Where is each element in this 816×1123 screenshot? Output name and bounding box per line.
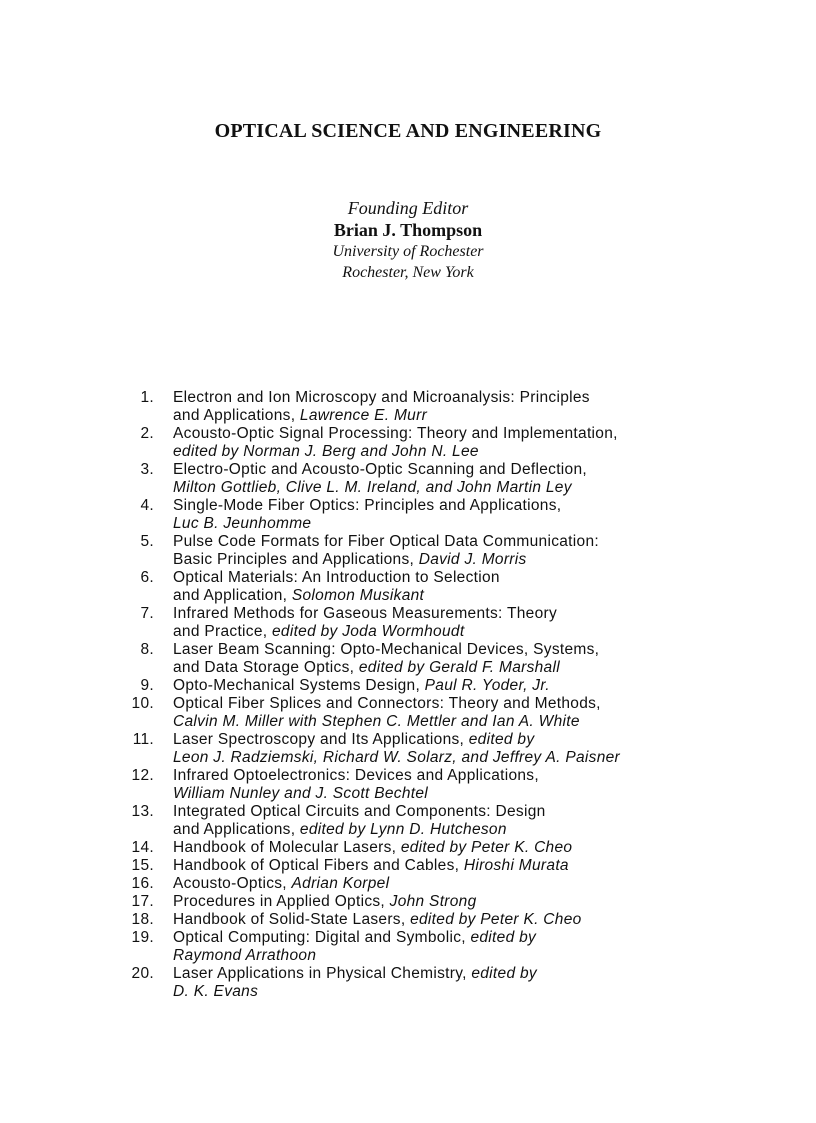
book-line [173, 893, 750, 911]
book-line [173, 533, 750, 551]
book-entry [130, 857, 750, 875]
book-title-text: Opto-Mechanical Systems Design, [173, 677, 425, 694]
book-author-text: edited by Joda Wormhoudt [271, 623, 465, 640]
book-number: 4. [140, 497, 154, 514]
book-entry [130, 533, 750, 569]
book-entry [130, 695, 750, 731]
book-author-text: edited by Norman J. Berg and John N. Lee [173, 443, 479, 460]
book-number: 7. [140, 605, 154, 622]
book-line [173, 929, 750, 947]
book-entry [130, 497, 750, 533]
book-author-text: William Nunley and J. Scott Bechtel [173, 785, 429, 802]
book-entry [130, 893, 750, 911]
book-author-text: edited by Peter K. Cheo [400, 839, 573, 856]
book-title-text: Infrared Optoelectronics: Devices and Applications, [173, 767, 539, 784]
series-title: OPTICAL SCIENCE AND ENGINEERING [214, 120, 602, 142]
book-line [173, 839, 750, 857]
book-number: 3. [140, 461, 154, 478]
editor-location: Rochester, New York [342, 264, 474, 281]
book-entry [130, 767, 750, 803]
book-author-text: Calvin M. Miller with Stephen C. Mettler and Ian A. White [173, 713, 580, 730]
book-line [173, 713, 750, 731]
book-number: 14. [131, 839, 154, 856]
book-number: 1. [140, 389, 154, 406]
book-entry [130, 839, 750, 857]
book-title-text: Handbook of Molecular Lasers, [173, 839, 401, 856]
book-author-text: edited by Peter K. Cheo [410, 911, 582, 928]
book-entry [130, 803, 750, 839]
book-number: 6. [140, 569, 154, 586]
book-line [173, 749, 750, 767]
book-line [173, 821, 750, 839]
book-number: 2. [140, 425, 154, 442]
book-author-text: John Strong [389, 893, 477, 910]
book-entry [130, 389, 750, 425]
book-title-text: Laser Applications in Physical Chemistry, [173, 965, 472, 982]
book-title-text: Optical Computing: Digital and Symbolic, [173, 929, 471, 946]
book-title-text: Optical Fiber Splices and Connectors: Theory and Methods, [173, 695, 601, 712]
book-title-text: Laser Beam Scanning: Opto-Mechanical Devices, Systems, [173, 641, 600, 658]
book-number: 12. [131, 767, 154, 784]
book-title-text: Acousto-Optic Signal Processing: Theory and Implementation, [173, 425, 618, 442]
book-author-text: edited by [468, 731, 535, 748]
book-author-text: Hiroshi Murata [463, 857, 569, 874]
book-number: 8. [140, 641, 154, 658]
book-entry [130, 641, 750, 677]
book-author-text: Solomon Musikant [291, 587, 425, 604]
book-line [173, 911, 750, 929]
book-author-text: Lawrence E. Murr [299, 407, 428, 424]
book-entry [130, 677, 750, 695]
book-entry [130, 731, 750, 767]
book-number: 15. [131, 857, 154, 874]
book-list [130, 389, 750, 1001]
book-entry [130, 569, 750, 605]
book-title-text: Electro-Optic and Acousto-Optic Scanning and Deflection, [173, 461, 587, 478]
book-number: 20. [131, 965, 154, 982]
book-entry [130, 461, 750, 497]
book-title-text: Single-Mode Fiber Optics: Principles and Applications, [173, 497, 562, 514]
book-line [173, 785, 750, 803]
book-line [173, 389, 750, 407]
book-title-text: Pulse Code Formats for Fiber Optical Data Communication: [173, 533, 599, 550]
book-line [173, 731, 750, 749]
book-title-text: Procedures in Applied Optics, [173, 893, 390, 910]
book-author-text: Raymond Arrathoon [173, 947, 317, 964]
book-title-text: Electron and Ion Microscopy and Microanalysis: Principles [173, 389, 590, 406]
book-title-text: Laser Spectroscopy and Its Applications, [173, 731, 469, 748]
book-number: 18. [131, 911, 154, 928]
book-author-text: Paul R. Yoder, Jr. [424, 677, 550, 694]
book-author-text: D. K. Evans [173, 983, 259, 1000]
book-title-text: and Applications, [173, 407, 300, 424]
book-number: 5. [140, 533, 154, 550]
book-line [173, 587, 750, 605]
book-line [173, 947, 750, 965]
book-line [173, 605, 750, 623]
book-author-text: Milton Gottlieb, Clive L. M. Ireland, and John Martin Ley [173, 479, 572, 496]
book-number: 19. [131, 929, 154, 946]
book-title-text: Handbook of Solid-State Lasers, [173, 911, 411, 928]
editor-role: Founding Editor [347, 198, 469, 218]
book-title-text: Integrated Optical Circuits and Components: Design [173, 803, 546, 820]
book-line [173, 479, 750, 497]
book-line [173, 983, 750, 1001]
book-title-text: Acousto-Optics, [173, 875, 292, 892]
book-number: 17. [131, 893, 154, 910]
book-line [173, 803, 750, 821]
book-title-text: Infrared Methods for Gaseous Measurements: Theory [173, 605, 558, 622]
book-line [173, 695, 750, 713]
book-author-text: Adrian Korpel [291, 875, 390, 892]
book-line [173, 641, 750, 659]
book-line [173, 551, 750, 569]
book-title-text: and Application, [173, 587, 292, 604]
book-title-text: and Data Storage Optics, [173, 659, 359, 676]
book-number: 9. [140, 677, 154, 694]
book-line [173, 767, 750, 785]
book-author-text: David J. Morris [418, 551, 527, 568]
book-line [173, 497, 750, 515]
book-line [173, 965, 750, 983]
book-entry [130, 875, 750, 893]
book-author-text: Luc B. Jeunhomme [173, 515, 312, 532]
book-entry [130, 605, 750, 641]
editor-name: Brian J. Thompson [333, 220, 483, 240]
book-line [173, 659, 750, 677]
editor-affiliation: University of Rochester [332, 243, 484, 260]
book-author-text: edited by [471, 965, 537, 982]
book-entry [130, 425, 750, 461]
book-line [173, 443, 750, 461]
book-number: 13. [131, 803, 154, 820]
book-line [173, 569, 750, 587]
book-line [173, 515, 750, 533]
book-author-text: edited by Lynn D. Hutcheson [299, 821, 507, 838]
editor-block [0, 197, 816, 283]
book-title-text: Handbook of Optical Fibers and Cables, [173, 857, 464, 874]
book-line [173, 623, 750, 641]
book-title-text: and Applications, [173, 821, 300, 838]
book-title-text: Basic Principles and Applications, [173, 551, 419, 568]
book-number: 10. [131, 695, 154, 712]
book-author-text: edited by [470, 929, 537, 946]
book-number: 11. [132, 731, 154, 748]
book-line [173, 677, 750, 695]
book-title-text: and Practice, [173, 623, 272, 640]
book-entry [130, 911, 750, 929]
book-entry [130, 929, 750, 965]
book-entry [130, 965, 750, 1001]
book-author-text: edited by Gerald F. Marshall [358, 659, 560, 676]
book-title-text: Optical Materials: An Introduction to Selection [173, 569, 500, 586]
book-author-text: Leon J. Radziemski, Richard W. Solarz, and Jeffrey A. Paisner [173, 749, 621, 766]
book-line [173, 857, 750, 875]
book-line [173, 407, 750, 425]
book-line [173, 875, 750, 893]
book-line [173, 425, 750, 443]
book-number: 16. [131, 875, 154, 892]
book-line [173, 461, 750, 479]
